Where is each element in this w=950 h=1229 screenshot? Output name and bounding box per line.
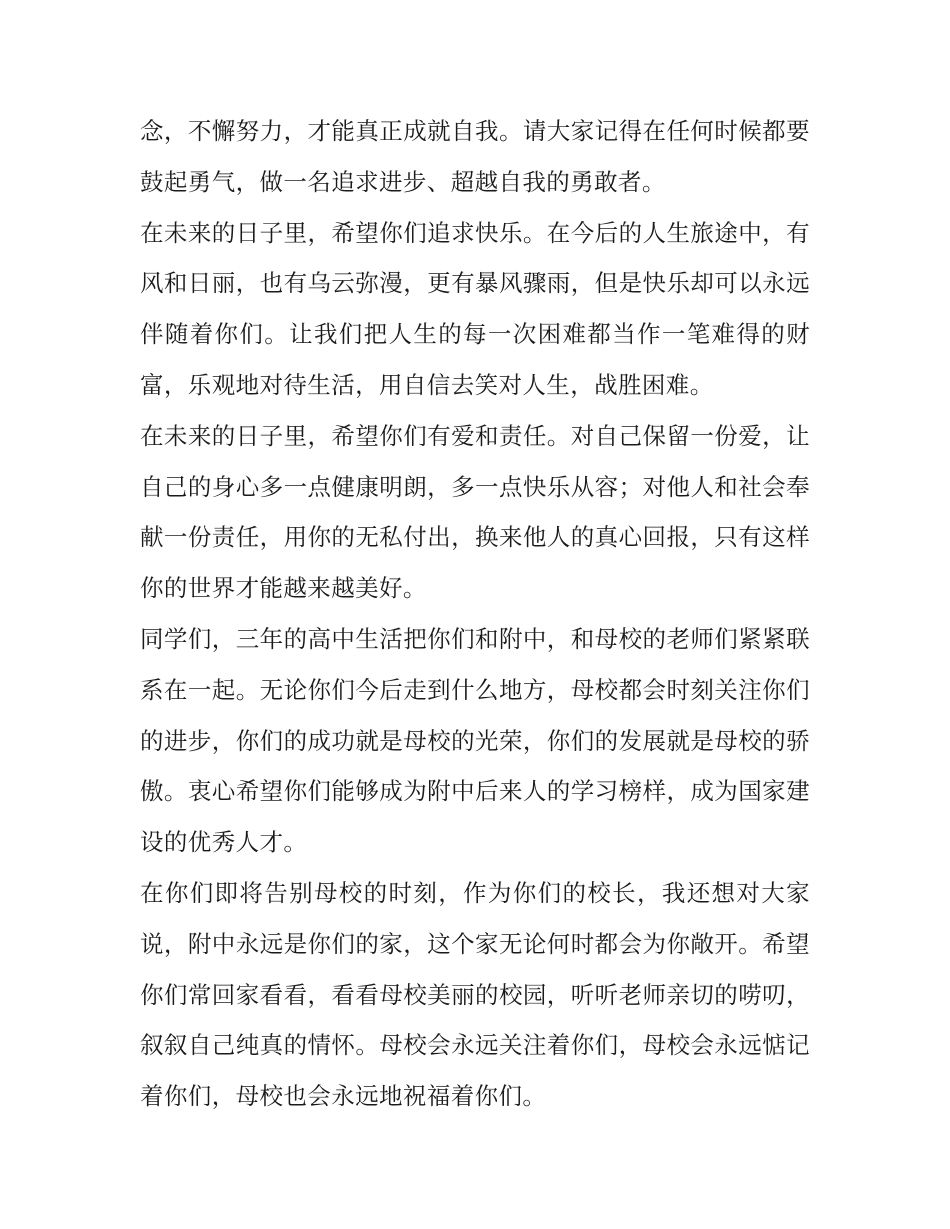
paragraph: 在未来的日子里，希望你们有爱和责任。对自己保留一份爱，让自己的身心多一点健康明朗，多一点快乐从容；对他人和社会奉献一份责任，用你的无私付出，换来他人的真心回报，只有这样你的世界才能越来越美好。 bbox=[140, 421, 810, 603]
paragraph: 念，不懈努力，才能真正成就自我。请大家记得在任何时候都要鼓起勇气，做一名追求进步、超越自我的勇敢者。 bbox=[140, 117, 810, 196]
paragraph: 同学们，三年的高中生活把你们和附中，和母校的老师们紧紧联系在一起。无论你们今后走到什么地方，母校都会时刻关注你们的进步，你们的成功就是母校的光荣，你们的发展就是母校的骄傲。衷心希望你们能够成为附中后来人的学习榜样，成为国家建设的优秀人才。 bbox=[140, 624, 810, 857]
document-page bbox=[140, 106, 810, 1122]
paragraph: 在未来的日子里，希望你们追求快乐。在今后的人生旅途中，有风和日丽，也有乌云弥漫，更有暴风骤雨，但是快乐却可以永远伴随着你们。让我们把人生的每一次困难都当作一笔难得的财富，乐观地对待生活，用自信去笑对人生，战胜困难。 bbox=[140, 218, 810, 399]
paragraph: 在你们即将告别母校的时刻，作为你们的校长，我还想对大家说，附中永远是你们的家，这个家无论何时都会为你敞开。希望你们常回家看看，看看母校美丽的校园，听听老师亲切的唠叨，叙叙自己纯真的情怀。母校会永远关注着你们，母校会永远惦记着你们，母校也会永远地祝福着你们。 bbox=[140, 878, 810, 1111]
